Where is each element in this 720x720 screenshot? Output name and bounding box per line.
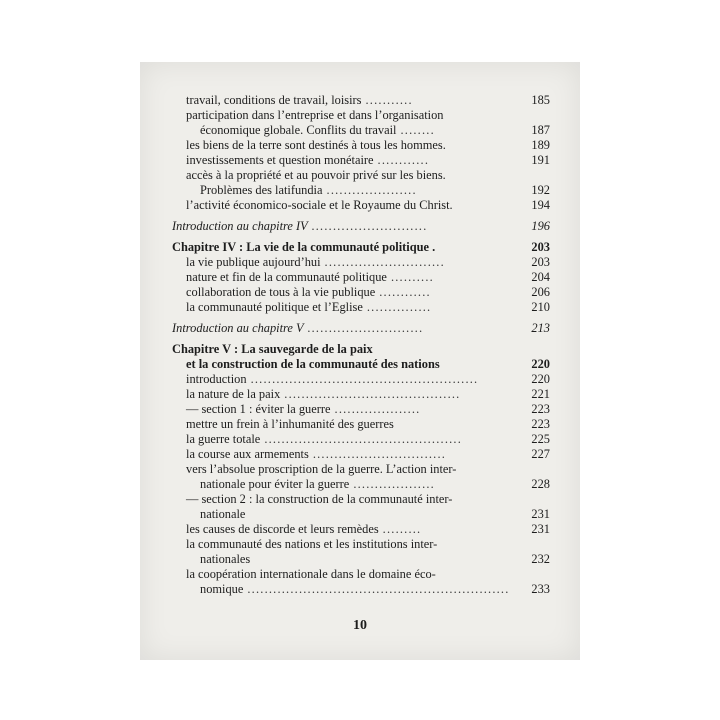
toc-entry-title: accès à la propriété et au pouvoir privé sur les biens. <box>186 168 446 182</box>
toc-entry-title: la communauté des nations et les institutions inter- <box>186 537 438 551</box>
toc-entry <box>172 567 550 582</box>
toc-entry-title: la guerre totale <box>186 432 261 446</box>
toc-entry-title: introduction <box>186 372 247 386</box>
toc-leader-dots: ........................... <box>311 219 428 233</box>
toc-leader-dots: ............ <box>377 153 430 167</box>
toc-entry-page: 223 <box>531 402 550 416</box>
toc-entry-page: 213 <box>531 321 550 335</box>
toc-entry-page: 228 <box>531 477 550 491</box>
toc-entry <box>172 387 550 402</box>
toc-entry <box>172 123 550 138</box>
toc-entry <box>172 219 550 234</box>
toc-entry-title: nomique <box>200 582 244 596</box>
toc-leader-dots: ........................... <box>307 321 424 335</box>
toc-entry-title: la nature de la paix <box>186 387 281 401</box>
toc-entry-title: mettre un frein à l’inhumanité des guerres <box>186 417 394 431</box>
toc-entry-page: 204 <box>531 270 550 284</box>
toc-leader-dots: ............................... <box>312 447 447 461</box>
toc-entry-page: 185 <box>531 93 550 107</box>
toc-entry-title: Problèmes des latifundia <box>200 183 323 197</box>
toc-leader-dots: ..................................................... <box>250 372 479 386</box>
toc-entry <box>172 477 550 492</box>
toc-entry-page: 221 <box>531 387 550 401</box>
toc-leader-dots: ............................ <box>324 255 445 269</box>
toc-entry-title: Introduction au chapitre V <box>172 321 304 335</box>
toc-entry-page: 225 <box>531 432 550 446</box>
toc-entry <box>172 183 550 198</box>
toc-entry-title: nationales <box>200 552 251 566</box>
toc-entry-page: 203 <box>531 240 550 254</box>
toc-entry-page: 223 <box>531 417 550 431</box>
toc-leader-dots: ..................... <box>326 183 417 197</box>
toc-entry <box>172 492 550 507</box>
toc-entry-title: la coopération internationale dans le domaine éco- <box>186 567 436 581</box>
toc-entry <box>172 240 550 255</box>
toc-entry-title: — section 1 : éviter la guerre <box>186 402 331 416</box>
toc-entry <box>172 582 550 597</box>
toc-entry-page: 231 <box>531 522 550 536</box>
toc-entry <box>172 462 550 477</box>
toc-entry-title: travail, conditions de travail, loisirs <box>186 93 362 107</box>
toc-entry-page: 191 <box>531 153 550 167</box>
toc-entry-page: 194 <box>531 198 550 212</box>
toc-entry <box>172 372 550 387</box>
toc-entry-title: Introduction au chapitre IV <box>172 219 308 233</box>
toc-entry-page: 187 <box>531 123 550 137</box>
toc-entry <box>172 168 550 183</box>
toc-entry <box>172 417 550 432</box>
toc-entry-title: économique globale. Conflits du travail <box>200 123 397 137</box>
toc-entry <box>172 255 550 270</box>
toc-entry <box>172 342 550 357</box>
toc-entry-title: les biens de la terre sont destinés à tous les hommes. <box>186 138 446 152</box>
toc-entry-title: collaboration de tous à la vie publique <box>186 285 376 299</box>
toc-entry-page: 233 <box>531 582 550 596</box>
toc-entry-title: investissements et question monétaire <box>186 153 374 167</box>
toc-leader-dots: ........... <box>365 93 413 107</box>
toc-entry <box>172 138 550 153</box>
toc-leader-dots: ........ <box>400 123 435 137</box>
toc-entry <box>172 432 550 447</box>
toc-entry-title: — section 2 : la construction de la communauté inter- <box>186 492 453 506</box>
toc-entry <box>172 402 550 417</box>
toc-entry-title: les causes de discorde et leurs remèdes <box>186 522 379 536</box>
table-of-contents <box>172 93 550 597</box>
toc-leader-dots: ................... <box>353 477 435 491</box>
toc-entry <box>172 153 550 168</box>
toc-entry-title: nature et fin de la communauté politique <box>186 270 387 284</box>
toc-entry-title: Chapitre IV : La vie de la communauté politique . <box>172 240 436 254</box>
toc-entry-title: nationale pour éviter la guerre <box>200 477 350 491</box>
toc-leader-dots: .............................................. <box>264 432 463 446</box>
toc-entry-page: 206 <box>531 285 550 299</box>
toc-entry <box>172 522 550 537</box>
toc-entry-title: Chapitre V : La sauvegarde de la paix <box>172 342 373 356</box>
toc-entry <box>172 270 550 285</box>
toc-entry-page: 220 <box>531 372 550 386</box>
toc-entry-page: 227 <box>531 447 550 461</box>
toc-entry <box>172 321 550 336</box>
toc-entry <box>172 300 550 315</box>
toc-entry-title: l’activité économico-sociale et le Royaume du Christ. <box>186 198 453 212</box>
toc-entry-title: la vie publique aujourd’hui <box>186 255 321 269</box>
toc-leader-dots: ......... <box>382 522 422 536</box>
toc-entry <box>172 198 550 213</box>
toc-entry <box>172 447 550 462</box>
toc-entry <box>172 552 550 567</box>
toc-entry-page: 210 <box>531 300 550 314</box>
toc-entry-title: vers l’absolue proscription de la guerre. L’action inter- <box>186 462 457 476</box>
toc-leader-dots: ............... <box>366 300 432 314</box>
toc-leader-dots: .................... <box>334 402 421 416</box>
toc-entry-page: 231 <box>531 507 550 521</box>
toc-entry <box>172 93 550 108</box>
toc-entry <box>172 108 550 123</box>
toc-entry <box>172 537 550 552</box>
toc-entry-page: 232 <box>531 552 550 566</box>
toc-entry-title: nationale <box>200 507 246 521</box>
toc-entry-title: participation dans l’entreprise et dans l’organisation <box>186 108 444 122</box>
toc-entry <box>172 357 550 372</box>
page-number: 10 <box>353 618 367 633</box>
toc-leader-dots: ......................................... <box>284 387 461 401</box>
toc-entry-page: 189 <box>531 138 550 152</box>
toc-entry-page: 203 <box>531 255 550 269</box>
toc-leader-dots: ............ <box>379 285 431 299</box>
toc-entry-title: et la construction de la communauté des nations <box>186 357 440 371</box>
toc-entry-page: 220 <box>531 357 550 371</box>
toc-entry-title: la course aux armements <box>186 447 309 461</box>
toc-leader-dots: ............................................................. <box>247 582 510 596</box>
toc-entry-title: la communauté politique et l’Eglise <box>186 300 363 314</box>
toc-entry-page: 192 <box>531 183 550 197</box>
toc-entry <box>172 285 550 300</box>
toc-entry <box>172 507 550 522</box>
toc-leader-dots: .......... <box>390 270 434 284</box>
toc-entry-page: 196 <box>531 219 550 233</box>
